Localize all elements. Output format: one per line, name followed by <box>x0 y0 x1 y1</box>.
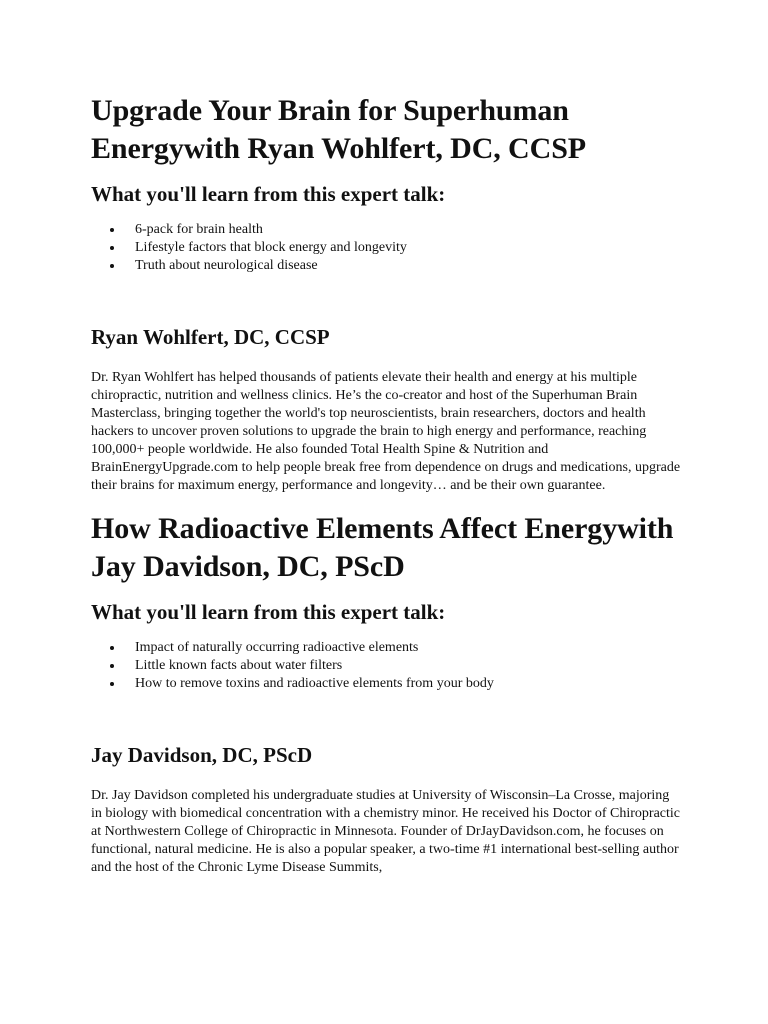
topic-item: Impact of naturally occurring radioactive elements <box>135 639 681 657</box>
topic-list <box>91 221 681 275</box>
speaker-name: Ryan Wohlfert, DC, CCSP <box>91 325 330 349</box>
learn-heading: What you'll learn from this expert talk: <box>91 600 446 624</box>
talk-section-radioactive-elements <box>91 510 681 877</box>
talk-title: Upgrade Your Brain for Superhuman Energywith Ryan Wohlfert, DC, CCSP <box>91 94 586 165</box>
topic-item: Truth about neurological disease <box>135 257 681 275</box>
speaker-name: Jay Davidson, DC, PScD <box>91 743 313 767</box>
talk-title: How Radioactive Elements Affect Energywith Jay Davidson, DC, PScD <box>91 512 674 583</box>
topic-item: 6-pack for brain health <box>135 221 681 239</box>
learn-heading: What you'll learn from this expert talk: <box>91 182 446 206</box>
topic-item: Little known facts about water filters <box>135 657 681 675</box>
topic-item: How to remove toxins and radioactive elements from your body <box>135 675 681 693</box>
document-content <box>91 92 681 877</box>
talk-section-brain-energy <box>91 92 681 495</box>
topic-item: Lifestyle factors that block energy and longevity <box>135 239 681 257</box>
speaker-bio: Dr. Ryan Wohlfert has helped thousands of patients elevate their health and energy at his multiple chiropractic, nutrition and wellness clinics. He’s the co-creator and host of the Superhuman Brain Masterclass, bringing together the world's top neuroscientists, brain researchers, doctors and health hackers to uncover proven solutions to upgrade the brain to high energy and performance, reaching 100,000+ people worldwide. He also founded Total Health Spine & Nutrition and BrainEnergyUpgrade.com to help people break free from dependence on drugs and medications, upgrade their brains for maximum energy, performance and longevity… and be their own guarantee. <box>91 370 681 493</box>
speaker-bio: Dr. Jay Davidson completed his undergraduate studies at University of Wisconsin–La Crosse, majoring in biology with biomedical concentration with a chemistry minor. He received his Doctor of Chiropractic at Northwestern College of Chiropractic in Minnesota. Founder of DrJayDavidson.com, he focuses on functional, natural medicine. He is also a popular speaker, a two-time #1 international best-selling author and the host of the Chronic Lyme Disease Summits, <box>91 788 681 875</box>
topic-list <box>91 639 681 693</box>
